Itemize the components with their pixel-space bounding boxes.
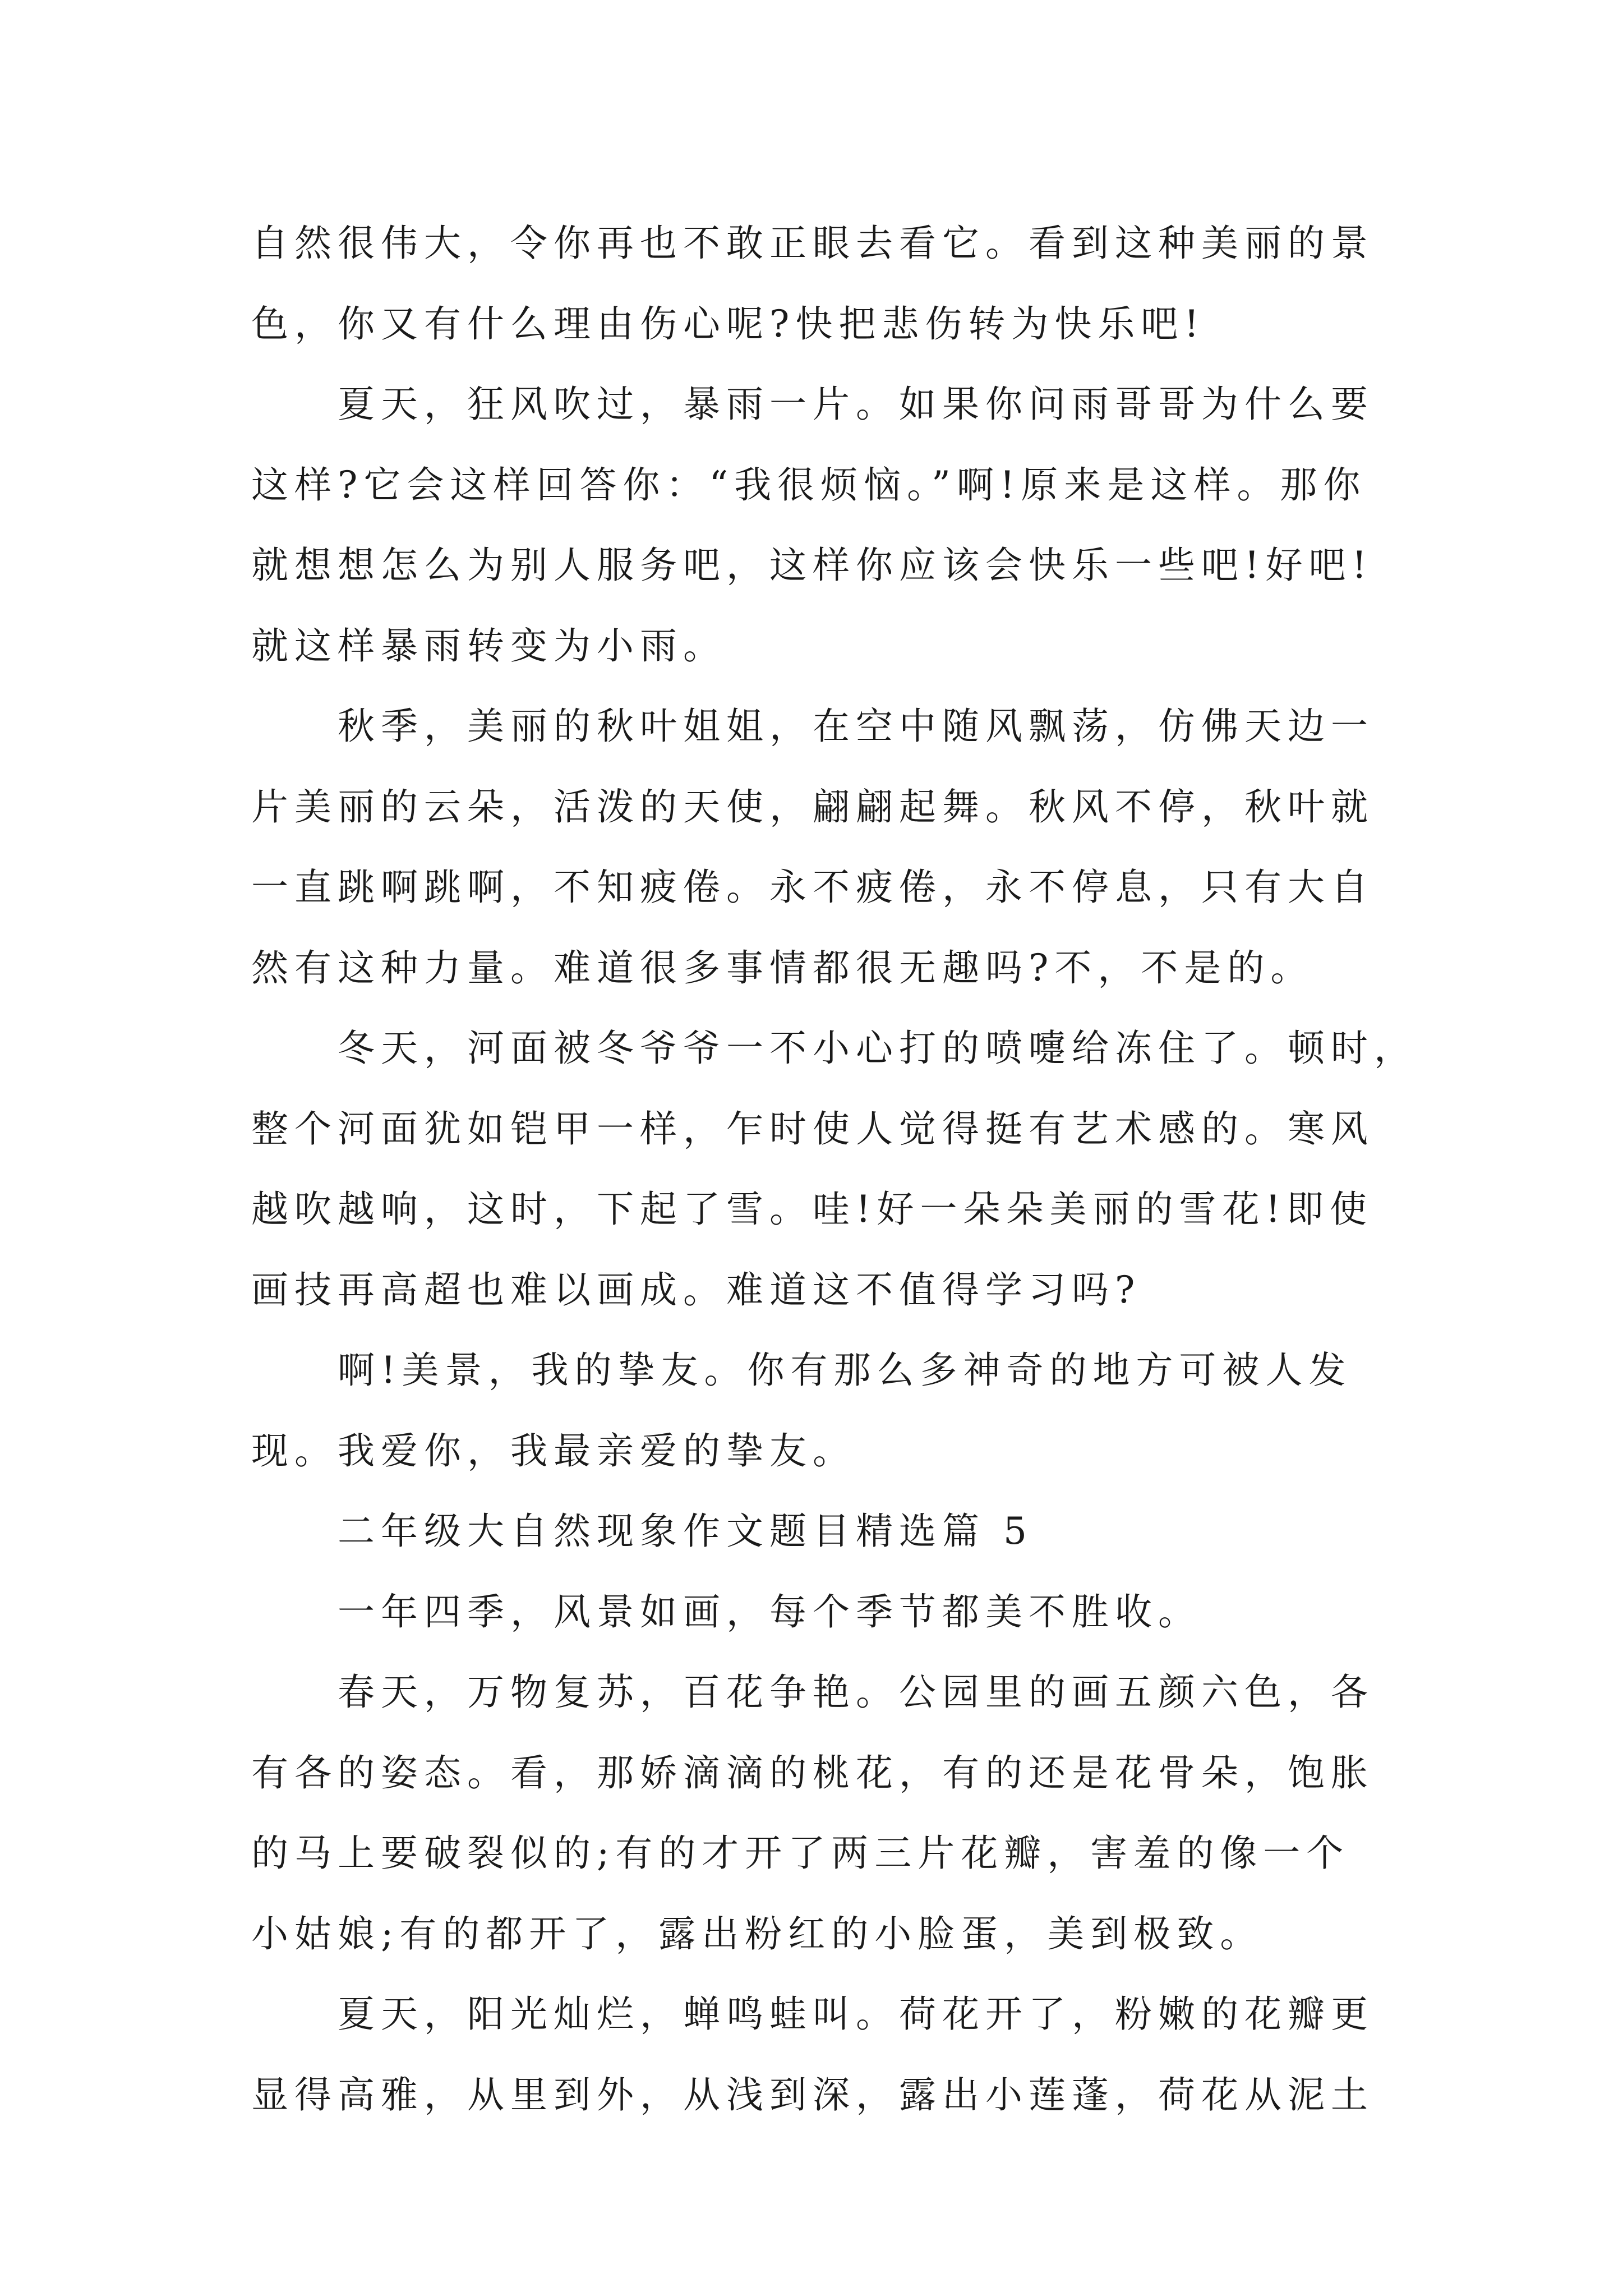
section-heading: 二年级大自然现象作文题目精选篇 5 xyxy=(338,1510,1033,1553)
text-line: 显得高雅，从里到外，从浅到深，露出小莲蓬，荷花从泥土 xyxy=(251,2073,1374,2116)
text-line: 的马上要破裂似的;有的才开了两三片花瓣，害羞的像一个 xyxy=(251,1832,1350,1875)
text-line: 越吹越响，这时，下起了雪。哇!好一朵朵美丽的雪花!即使 xyxy=(251,1188,1373,1231)
text-line: 自然很伟大，令你再也不敢正眼去看它。看到这种美丽的景 xyxy=(251,222,1374,265)
text-line: 冬天，河面被冬爷爷一不小心打的喷嚏给冻住了。顿时， xyxy=(338,1027,1417,1070)
text-line: 片美丽的云朵，活泼的天使，翩翩起舞。秋风不停，秋叶就 xyxy=(251,785,1374,829)
article-body xyxy=(251,203,1417,2135)
text-line: 然有这种力量。难道很多事情都很无趣吗?不，不是的。 xyxy=(251,946,1314,990)
text-line: 有各的姿态。看，那娇滴滴的桃花，有的还是花骨朵，饱胀 xyxy=(251,1751,1374,1795)
text-line: 小姑娘;有的都开了，露出粉红的小脸蛋，美到极致。 xyxy=(251,1912,1264,1955)
text-line: 一直跳啊跳啊，不知疲倦。永不疲倦，永不停息，只有大自 xyxy=(251,866,1374,909)
text-line: 画技再高超也难以画成。难道这不值得学习吗? xyxy=(251,1268,1141,1312)
text-line: 色，你又有什么理由伤心呢?快把悲伤转为快乐吧! xyxy=(251,302,1205,346)
text-line: 啊!美景，我的挚友。你有那么多神奇的地方可被人发 xyxy=(338,1349,1352,1392)
text-line: 夏天，阳光灿烂，蝉鸣蛙叫。荷花开了，粉嫩的花瓣更 xyxy=(338,1993,1374,2036)
text-line: 就这样暴雨转变为小雨。 xyxy=(251,624,726,668)
text-line: 春天，万物复苏，百花争艳。公园里的画五颜六色，各 xyxy=(338,1671,1374,1714)
text-line: 现。我爱你，我最亲爱的挚友。 xyxy=(251,1429,856,1473)
text-line: 这样?它会这样回答你：“我很烦恼。”啊!原来是这样。那你 xyxy=(251,463,1367,507)
text-line: 夏天，狂风吹过，暴雨一片。如果你问雨哥哥为什么要 xyxy=(338,383,1374,426)
text-line: 就想想怎么为别人服务吧，这样你应该会快乐一些吧!好吧! xyxy=(251,544,1373,587)
text-line: 秋季，美丽的秋叶姐姐，在空中随风飘荡，仿佛天边一 xyxy=(338,705,1374,748)
text-line: 整个河面犹如铠甲一样，乍时使人觉得挺有艺术感的。寒风 xyxy=(251,1107,1374,1151)
text-line: 一年四季，风景如画，每个季节都美不胜收。 xyxy=(338,1590,1201,1634)
